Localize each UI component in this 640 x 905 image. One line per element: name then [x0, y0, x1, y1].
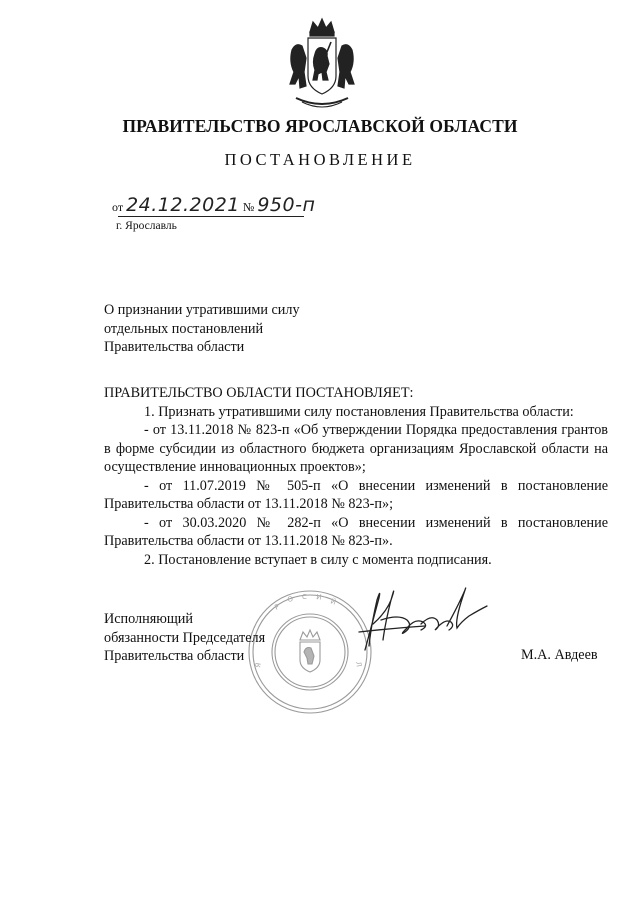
item-1: 1. Признать утратившими силу постановления Правительства области:: [144, 403, 574, 420]
sub-item-2: - от 11.07.2019 № 505-п «О внесении изменений в постановление Правительства области от 13.11.2018 № 823-п»;: [104, 477, 608, 512]
signatory-name: М.А. Авдеев: [521, 647, 598, 663]
svg-text:И: И: [315, 593, 323, 602]
svg-text:Л: Л: [354, 660, 363, 668]
subject-line: Правительства области: [104, 339, 245, 355]
document-type: ПОСТАНОВЛЕНИЕ: [224, 150, 416, 169]
date-underline: [118, 216, 304, 217]
sub-item-3: - от 30.03.2020 № 282-п «О внесении изменений в постановление Правительства области от 13.11.2018 № 823-п».: [104, 514, 608, 549]
document-subject: [104, 301, 300, 357]
svg-text:С: С: [302, 593, 307, 601]
svg-text:Я: Я: [254, 662, 263, 669]
subject-line: отдельных постановлений: [104, 320, 264, 337]
signatory-position: [104, 610, 266, 669]
registration-line: [112, 194, 315, 216]
yaroslavl-coat-of-arms-icon: [282, 14, 362, 114]
position-line: обязанности Председателя: [104, 629, 266, 646]
document-date: 24.12.2021: [126, 194, 240, 216]
city-name: г. Ярославль: [116, 220, 177, 232]
item-2: 2. Постановление вступает в силу с момента подписания.: [144, 551, 492, 568]
subject-line: О признании утратившими силу: [104, 302, 300, 318]
svg-text:Й: Й: [329, 597, 337, 607]
sub-item-1: - от 13.11.2018 № 823-п «Об утверждении Порядка предоставления грантов в форме субсидии из областного бюджета организациям Ярославской области на осуществление инновационных проектов»;: [104, 422, 608, 475]
svg-text:Р: Р: [273, 602, 281, 612]
position-line: Исполняющий: [104, 611, 193, 627]
resolution-heading: ПРАВИТЕЛЬСТВО ОБЛАСТИ ПОСТАНОВЛЯЕТ:: [104, 385, 414, 401]
date-from-label: от: [112, 200, 124, 214]
number-label: №: [242, 200, 255, 214]
position-line: Правительства области: [104, 648, 245, 664]
document-body: [104, 384, 608, 569]
svg-text:О: О: [286, 594, 294, 604]
handwritten-signature-icon: [355, 580, 495, 660]
document-number: 950-п: [257, 194, 316, 216]
government-title: ПРАВИТЕЛЬСТВО ЯРОСЛАВСКОЙ ОБЛАСТИ: [122, 116, 518, 136]
